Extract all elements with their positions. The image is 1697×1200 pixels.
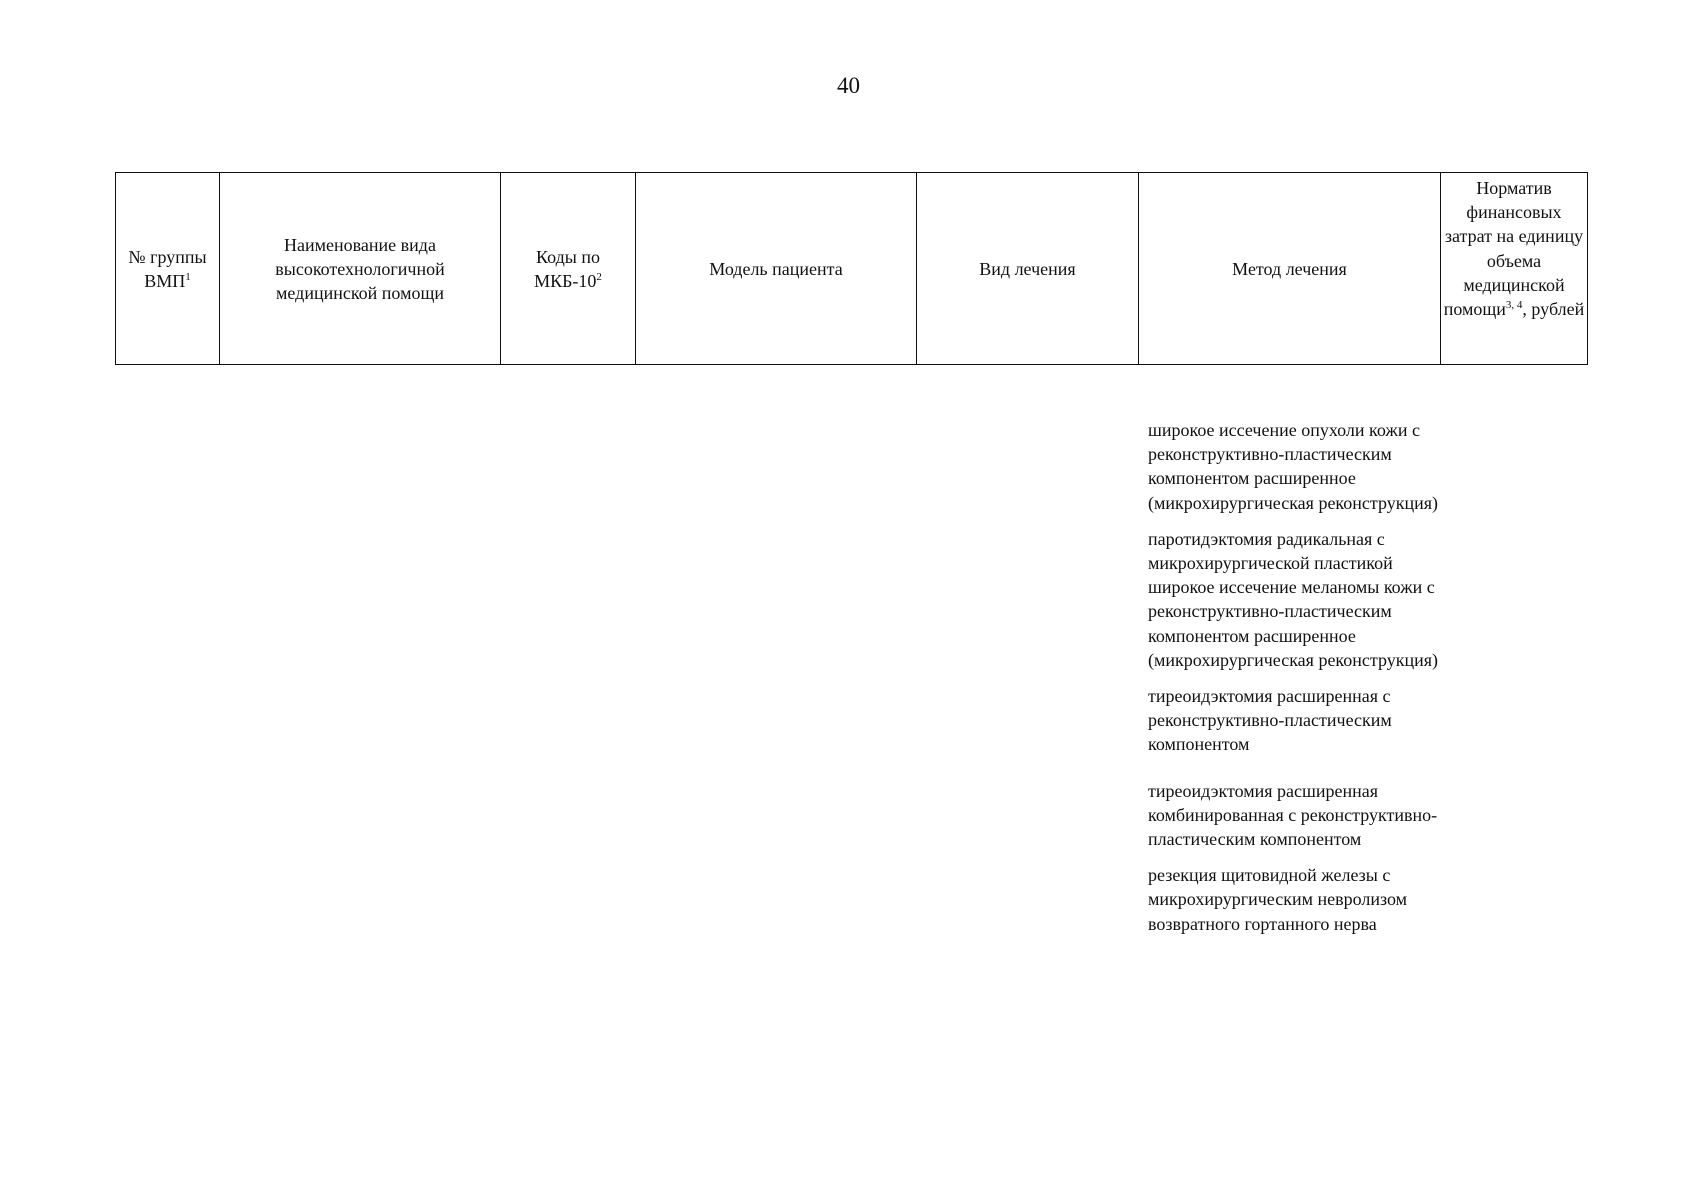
- header-treatment-method-text: Метод лечения: [1232, 258, 1347, 279]
- header-row: [116, 173, 1588, 365]
- header-treatment-type-text: Вид лечения: [979, 258, 1076, 279]
- header-cell-patient-model: [636, 173, 917, 365]
- footnote-marker-3-4: 3, 4: [1505, 299, 1523, 312]
- header-cell-norm: [1441, 173, 1588, 365]
- header-vmp-name-text: Наименование вида высокотехнологичной медицинской помощи: [275, 234, 445, 303]
- header-patient-model-text: Модель пациента: [709, 258, 843, 279]
- header-mkb-codes-text: Коды по МКБ-10: [534, 246, 600, 291]
- treatment-method-list: [1148, 418, 1448, 936]
- header-cell-vmp-name: [220, 173, 501, 365]
- treatment-method-item: паротидэктомия радикальная с микрохирургической пластикой: [1148, 528, 1393, 574]
- treatment-method-item: резекция щитовидной железы с микрохирургическим невролизом возвратного гортанного нерва: [1148, 865, 1408, 934]
- header-cell-treatment-method: [1139, 173, 1441, 365]
- treatment-method-item: тиреоидэктомия расширенная с реконструктивно-пластическим компонентом: [1148, 686, 1392, 755]
- footnote-marker-1: 1: [185, 270, 191, 283]
- header-cell-treatment-type: [917, 173, 1139, 365]
- page-number: 40: [837, 73, 860, 98]
- header-cell-mkb-codes: [501, 173, 636, 365]
- treatment-method-item: широкое иссечение меланомы кожи с реконструктивно-пластическим компонентом расширенное (микрохирургическая реконструкция): [1148, 577, 1439, 670]
- footnote-marker-2: 2: [596, 270, 602, 283]
- header-cell-group-no: [116, 173, 220, 365]
- header-group-no-text: № группы ВМП: [128, 246, 207, 291]
- treatment-method-item: тиреоидэктомия расширенная комбинированная с реконструктивно-пластическим компонентом: [1148, 780, 1438, 850]
- treatment-method-item: широкое иссечение опухоли кожи с реконструктивно-пластическим компонентом расширенное (микрохирургическая реконструкция): [1148, 420, 1439, 513]
- header-norm-suffix: , рублей: [1522, 299, 1585, 320]
- header-norm-text: Норматив финансовых затрат на единицу объема медицинской помощи: [1443, 178, 1584, 320]
- table-header: [115, 172, 1588, 365]
